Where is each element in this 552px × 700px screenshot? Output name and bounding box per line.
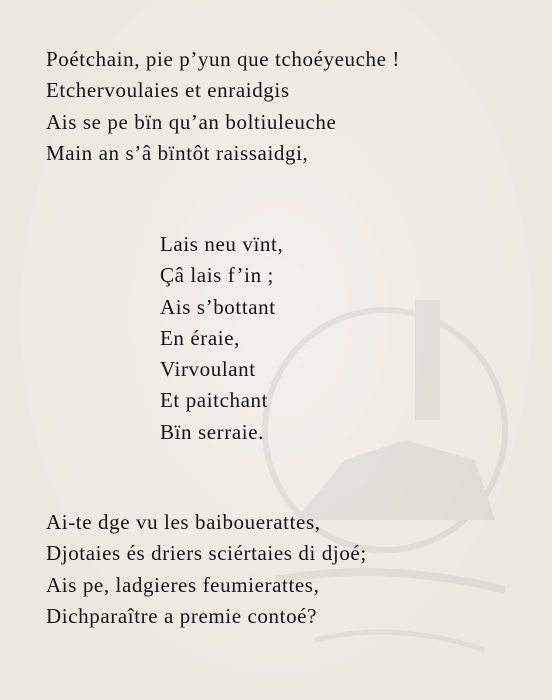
verse-line: Ai-te dge vu les baibouerattes, — [46, 510, 321, 534]
verse-line: Dichparaître a premie contoé? — [46, 603, 318, 628]
stanza-1 — [46, 44, 400, 169]
verse-line: Ais se pe bïn qu’an boltiuleuche — [46, 109, 337, 134]
verse-line: Djotaies és driers sciértaies di djoé; — [46, 541, 367, 566]
verse-line: Ais pe, ladgieres feumierattes, — [46, 572, 320, 597]
verse-line: Çâ lais f’in ; — [160, 263, 274, 288]
verse-line: Poétchain, pie p’yun que tchoéyeuche ! — [46, 47, 401, 71]
verse-line: Lais neu vïnt, — [160, 232, 284, 256]
verse-line: Et paitchant — [160, 388, 269, 413]
stanza-3 — [46, 507, 367, 632]
stanza-2 — [160, 229, 283, 448]
verse-line: Ais s’bottant — [160, 294, 276, 319]
verse-line: Virvoulant — [160, 357, 256, 382]
verse-line: Main an s’â bïntôt raissaidgi, — [46, 140, 309, 165]
verse-line: En éraie, — [160, 325, 241, 350]
verse-line: Etchervoulaies et enraidgis — [46, 78, 290, 103]
verse-line: Bïn serraie. — [160, 419, 264, 444]
